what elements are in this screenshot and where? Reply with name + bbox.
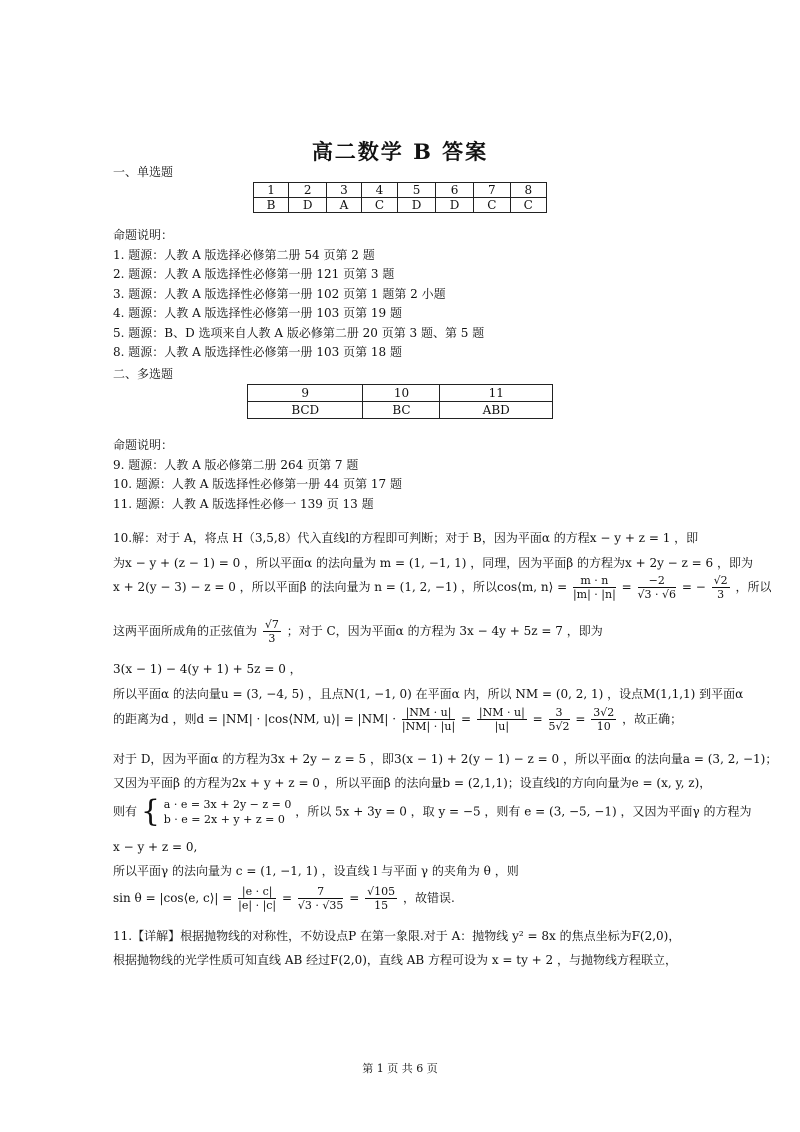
table-cell: C xyxy=(361,198,397,213)
numerator: 3 xyxy=(549,706,570,720)
solution-line: 11.【详解】根据抛物线的对称性，不妨设点P 在第一象限.对于 A：抛物线 y² = 8x 的焦点坐标为F(2,0)， xyxy=(113,929,681,943)
equation: a · e = 3x + 2y − z = 0 xyxy=(163,798,292,811)
equation-system xyxy=(164,797,292,827)
note-line: 5. 题源：B、D 选项来自人教 A 版必修第二册 20 页第 3 题、第 5 题 xyxy=(113,325,485,340)
table-cell: BC xyxy=(363,402,440,419)
section-heading-multiple-choice: 二、多选题 xyxy=(113,367,174,381)
denominator: |e| · |c| xyxy=(238,899,277,912)
source-notes-multiple-choice xyxy=(113,436,402,514)
text: ，故正确； xyxy=(622,712,683,726)
text: = − xyxy=(681,580,706,594)
solution-line xyxy=(113,618,603,645)
fraction xyxy=(549,706,570,733)
numerator: |NM · u| xyxy=(478,706,525,719)
text: = xyxy=(461,712,472,726)
solution-line: 根据抛物线的光学性质可知直线 AB 经过F(2,0)，直线 AB 方程可设为 x = ty + 2 ，与抛物线方程联立， xyxy=(113,953,678,967)
note-line: 9. 题源：人教 A 版必修第二册 264 页第 7 题 xyxy=(113,457,359,472)
fraction xyxy=(591,706,616,733)
fraction xyxy=(477,706,527,733)
numerator: 3√2 xyxy=(593,706,615,719)
table-cell: C xyxy=(510,198,546,213)
table-cell: 3 xyxy=(327,183,362,198)
denominator: 3 xyxy=(717,588,725,601)
denominator: 10 xyxy=(596,720,611,733)
solution-line xyxy=(113,885,455,912)
note-line: 1. 题源：人教 A 版选择必修第二册 54 页第 2 题 xyxy=(113,247,375,262)
page-title: 高二数学 B 答案 xyxy=(311,139,489,164)
multiple-choice-answer-table xyxy=(247,384,553,419)
text: ，所以 5x + 3y = 0 ，取 y = −5 ，则有 e = (3, −5, −1) ，又因为平面γ 的方程为 xyxy=(295,804,752,819)
fraction xyxy=(365,885,397,912)
solution-line: 10.解：对于 A，将点 H（3,5,8）代入直线l的方程即可判断；对于 B，因为平面α 的方程x − y + z = 1 ，即 xyxy=(113,531,699,545)
table-cell: 2 xyxy=(289,183,327,198)
solution-line: 对于 D，因为平面α 的方程为3x + 2y − z = 5 ，即3(x − 1) + 2(y − 1) − z = 0 ，所以平面α 的法向量a = (3, 2, −1)； xyxy=(113,752,778,766)
notes-header: 命题说明： xyxy=(113,438,174,452)
numerator: 7 xyxy=(298,885,344,899)
fraction xyxy=(712,574,730,601)
numerator: √105 xyxy=(367,885,396,898)
text: = xyxy=(621,580,632,594)
text: sin θ = |cos⟨e, c⟩| = xyxy=(113,891,233,905)
solution-line: 所以平面α 的法向量u = (3, −4, 5) ，且点N(1, −1, 0) 在平面α 内，所以 NM = (0, 2, 1) ，设点M(1,1,1) 到平面α xyxy=(113,687,744,701)
text: 这两平面所成角的正弦值为 xyxy=(113,624,258,638)
note-line: 3. 题源：人教 A 版选择性必修第一册 102 页第 1 题第 2 小题 xyxy=(113,286,446,301)
text: ，故错误. xyxy=(402,891,455,905)
table-cell: ABD xyxy=(440,402,553,419)
table-cell: 7 xyxy=(474,183,510,198)
text: 的距离为d ，则d = |NM| · |cos⟨NM, u⟩| = |NM| · xyxy=(113,712,397,726)
numerator: −2 xyxy=(638,574,677,588)
table-cell: D xyxy=(398,198,436,213)
notes-header: 命题说明： xyxy=(113,228,174,242)
table-cell: 6 xyxy=(436,183,474,198)
table-cell: D xyxy=(436,198,474,213)
table-cell: 1 xyxy=(254,183,289,198)
solution-line xyxy=(113,706,682,733)
solution-line xyxy=(113,794,752,829)
denominator: |NM| · |u| xyxy=(401,720,456,733)
text: = xyxy=(575,712,586,726)
table-cell: C xyxy=(474,198,510,213)
numerator: m · n xyxy=(573,574,616,588)
table-row-numbers xyxy=(248,385,553,402)
table-cell: D xyxy=(289,198,327,213)
table-row-answers xyxy=(248,402,553,419)
table-cell: 4 xyxy=(361,183,397,198)
text: x + 2(y − 3) − z = 0 ，所以平面β 的法向量为 n = (1, 2, −1) ，所以cos⟨m, n⟩ = xyxy=(113,580,568,594)
table-cell: A xyxy=(327,198,362,213)
denominator: 15 xyxy=(374,899,389,912)
table-cell: 5 xyxy=(398,183,436,198)
fraction xyxy=(573,574,616,601)
fraction xyxy=(402,706,455,733)
solution-line xyxy=(113,574,772,601)
text: = xyxy=(281,891,293,905)
text: = xyxy=(349,891,360,905)
text: ；对于 C，因为平面α 的方程为 3x − 4y + 5z = 7 ，即为 xyxy=(286,624,603,638)
numerator: |e · c| xyxy=(238,885,276,899)
table-cell: B xyxy=(254,198,289,213)
page-footer: 第 1 页 共 6 页 xyxy=(362,1062,438,1075)
note-line: 4. 题源：人教 A 版选择性必修第一册 103 页第 19 题 xyxy=(113,306,402,320)
text: ，所以 xyxy=(735,580,772,594)
table-cell: BCD xyxy=(248,402,363,419)
equation: b · e = 2x + y + z = 0 xyxy=(163,813,285,826)
denominator: 5√2 xyxy=(548,720,570,733)
single-choice-answer-table xyxy=(253,182,547,213)
solution-line: 又因为平面β 的方程为2x + y + z = 0 ，所以平面β 的法向量b = (2,1,1)；设直线l的方向向量为e = (x, y, z)， xyxy=(113,776,712,790)
note-line: 2. 题源：人教 A 版选择性必修第一册 121 页第 3 题 xyxy=(113,267,395,281)
numerator: |NM · u| xyxy=(402,706,455,720)
solution-line: 3(x − 1) − 4(y + 1) + 5z = 0 ， xyxy=(113,662,302,676)
table-cell: 9 xyxy=(248,385,363,402)
numerator: √7 xyxy=(264,618,279,631)
fraction xyxy=(638,574,677,601)
text: 则有 xyxy=(113,804,138,819)
denominator: |u| xyxy=(494,720,510,733)
fraction xyxy=(298,885,344,912)
fraction xyxy=(238,885,276,912)
note-line: 11. 题源：人教 A 版选择性必修一 139 页 13 题 xyxy=(113,496,374,511)
left-brace: { xyxy=(140,794,160,829)
table-cell: 11 xyxy=(440,385,553,402)
note-line: 8. 题源：人教 A 版选择性必修第一册 103 页第 18 题 xyxy=(113,345,402,359)
solution-line: x − y + z = 0, xyxy=(113,840,198,854)
fraction xyxy=(263,618,281,645)
denominator: 3 xyxy=(268,632,276,645)
solution-line: 为x − y + (z − 1) = 0 ，所以平面α 的法向量为 m = (1, −1, 1) ，同理，因为平面β 的方程为x + 2y − z = 6 ，即为 xyxy=(113,556,753,570)
note-line: 10. 题源：人教 A 版选择性必修第一册 44 页第 17 题 xyxy=(113,477,402,491)
source-notes-single-choice xyxy=(113,226,484,363)
table-cell: 8 xyxy=(510,183,546,198)
text: = xyxy=(532,712,543,726)
solution-line: 所以平面γ 的法向量为 c = (1, −1, 1) ，设直线 l 与平面 γ 的夹角为 θ ，则 xyxy=(113,864,519,878)
table-row-answers xyxy=(254,198,547,213)
denominator: √3 · √6 xyxy=(637,588,677,601)
table-row-numbers xyxy=(254,183,547,198)
section-heading-single-choice: 一、单选题 xyxy=(113,165,174,179)
denominator: √3 · √35 xyxy=(297,899,344,912)
numerator: √2 xyxy=(713,574,728,587)
table-cell: 10 xyxy=(363,385,440,402)
denominator: |m| · |n| xyxy=(572,588,616,601)
